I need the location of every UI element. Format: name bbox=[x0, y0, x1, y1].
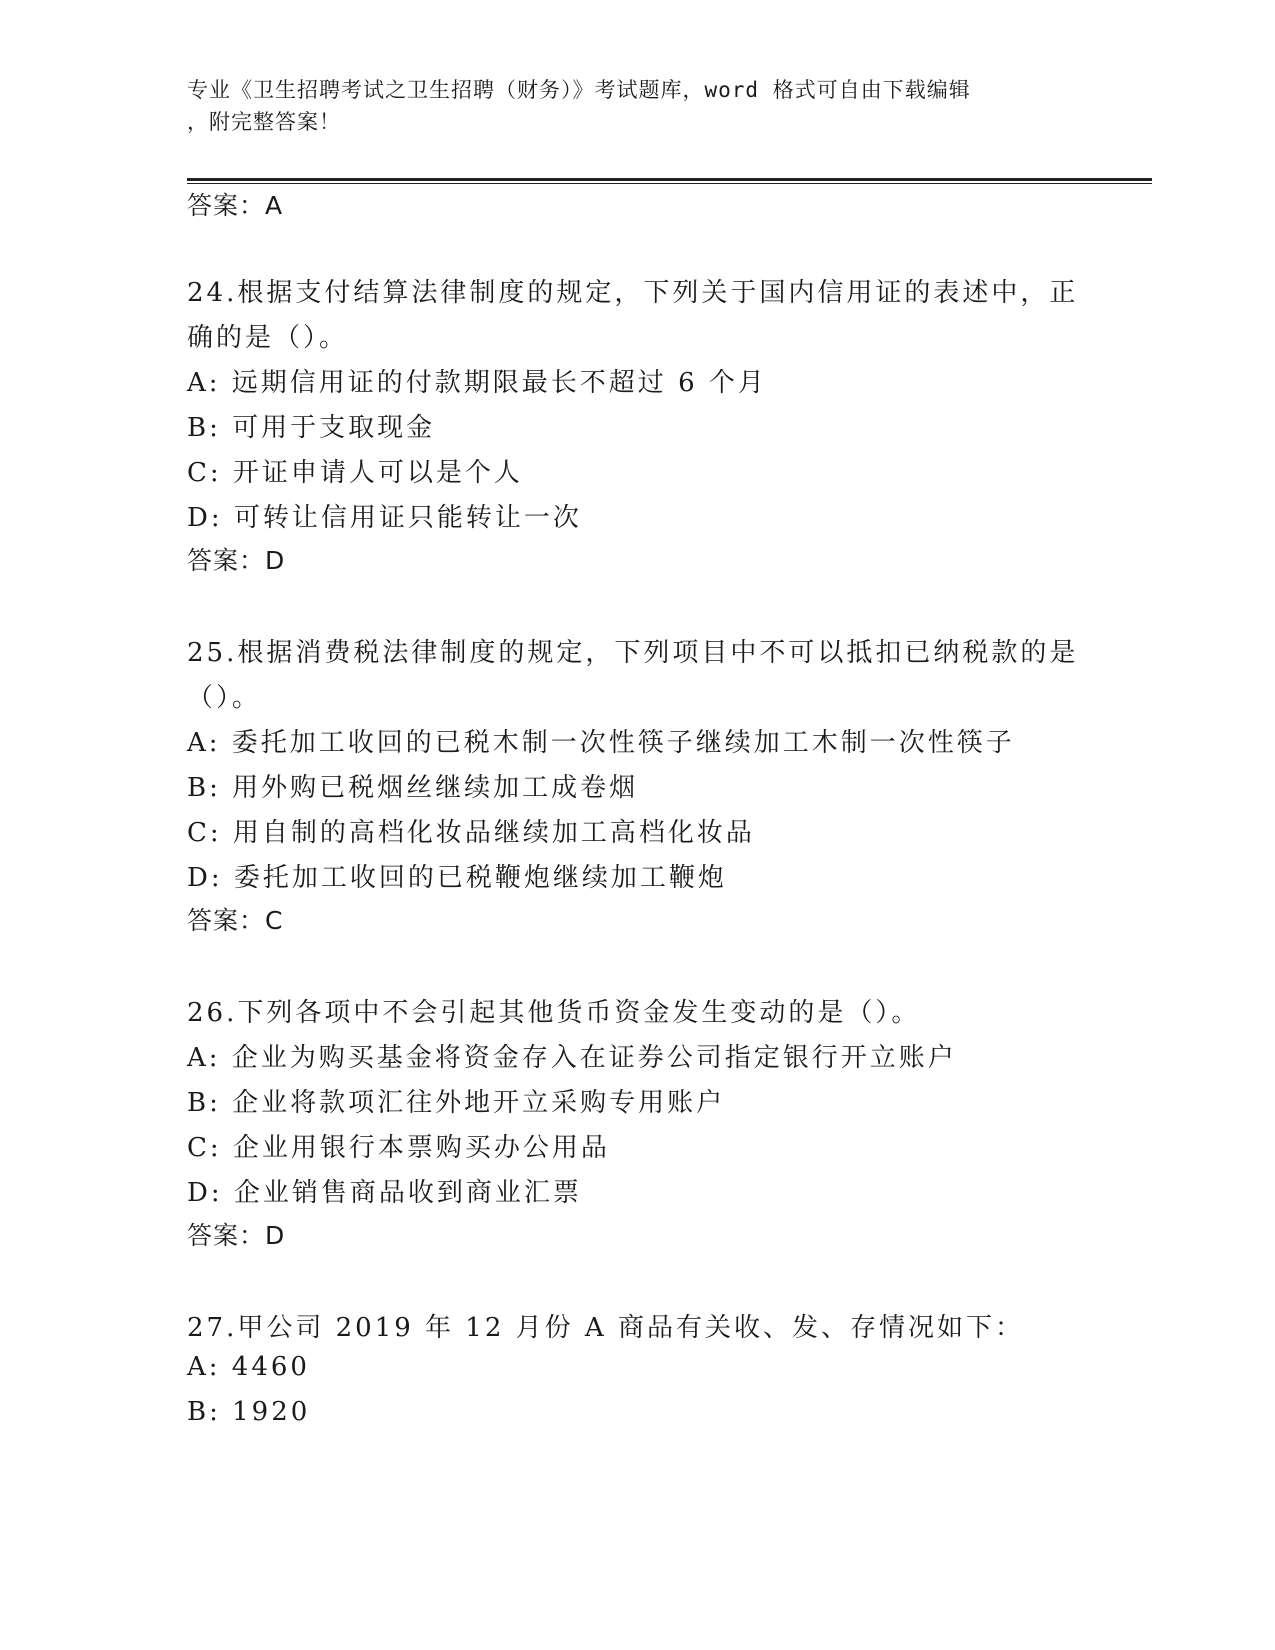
question-25-stem-line-2: （）。 bbox=[187, 683, 262, 713]
header-divider-thin bbox=[187, 183, 1152, 184]
question-24-option-a: A: 远期信用证的付款期限最长不超过 6 个月 bbox=[187, 368, 767, 398]
question-25-answer: 答案：C bbox=[187, 906, 284, 935]
question-26-option-a: A: 企业为购买基金将资金存入在证券公司指定银行开立账户 bbox=[187, 1043, 957, 1073]
question-27-option-a: A: 4460 bbox=[187, 1352, 310, 1382]
document-header bbox=[187, 74, 1087, 138]
question-25-option-b: B: 用外购已税烟丝继续加工成卷烟 bbox=[187, 773, 639, 803]
question-26-option-c: C: 企业用银行本票购买办公用品 bbox=[187, 1133, 610, 1163]
previous-answer: 答案：A bbox=[187, 191, 284, 220]
header-line-2: ，附完整答案！ bbox=[187, 110, 341, 134]
question-24-answer: 答案：D bbox=[187, 546, 286, 575]
question-27-option-b: B: 1920 bbox=[187, 1397, 311, 1427]
question-25-option-d: D: 委托加工收回的已税鞭炮继续加工鞭炮 bbox=[187, 863, 727, 893]
question-24-stem-line-2: 确的是（）。 bbox=[187, 323, 349, 353]
question-26-answer: 答案：D bbox=[187, 1221, 286, 1250]
question-25-option-a: A: 委托加工收回的已税木制一次性筷子继续加工木制一次性筷子 bbox=[187, 728, 1015, 758]
question-24-option-d: D: 可转让信用证只能转让一次 bbox=[187, 503, 582, 533]
question-27-stem: 27.甲公司 2019 年 12 月份 A 商品有关收、发、存情况如下： bbox=[187, 1313, 1024, 1343]
question-26-option-b: B: 企业将款项汇往外地开立采购专用账户 bbox=[187, 1088, 726, 1118]
question-26-option-d: D: 企业销售商品收到商业汇票 bbox=[187, 1178, 582, 1208]
question-24-stem-line-1: 24.根据支付结算法律制度的规定，下列关于国内信用证的表述中，正 bbox=[187, 278, 1079, 308]
question-24-option-b: B: 可用于支取现金 bbox=[187, 413, 436, 443]
header-divider bbox=[187, 178, 1152, 181]
question-24-option-c: C: 开证申请人可以是个人 bbox=[187, 458, 523, 488]
question-26-stem: 26.下列各项中不会引起其他货币资金发生变动的是（）。 bbox=[187, 998, 921, 1028]
question-25-stem-line-1: 25.根据消费税法律制度的规定，下列项目中不可以抵扣已纳税款的是 bbox=[187, 638, 1079, 668]
header-line-1: 专业《卫生招聘考试之卫生招聘（财务）》考试题库，word 格式可自由下载编辑 bbox=[187, 78, 971, 102]
question-25-option-c: C: 用自制的高档化妆品继续加工高档化妆品 bbox=[187, 818, 755, 848]
